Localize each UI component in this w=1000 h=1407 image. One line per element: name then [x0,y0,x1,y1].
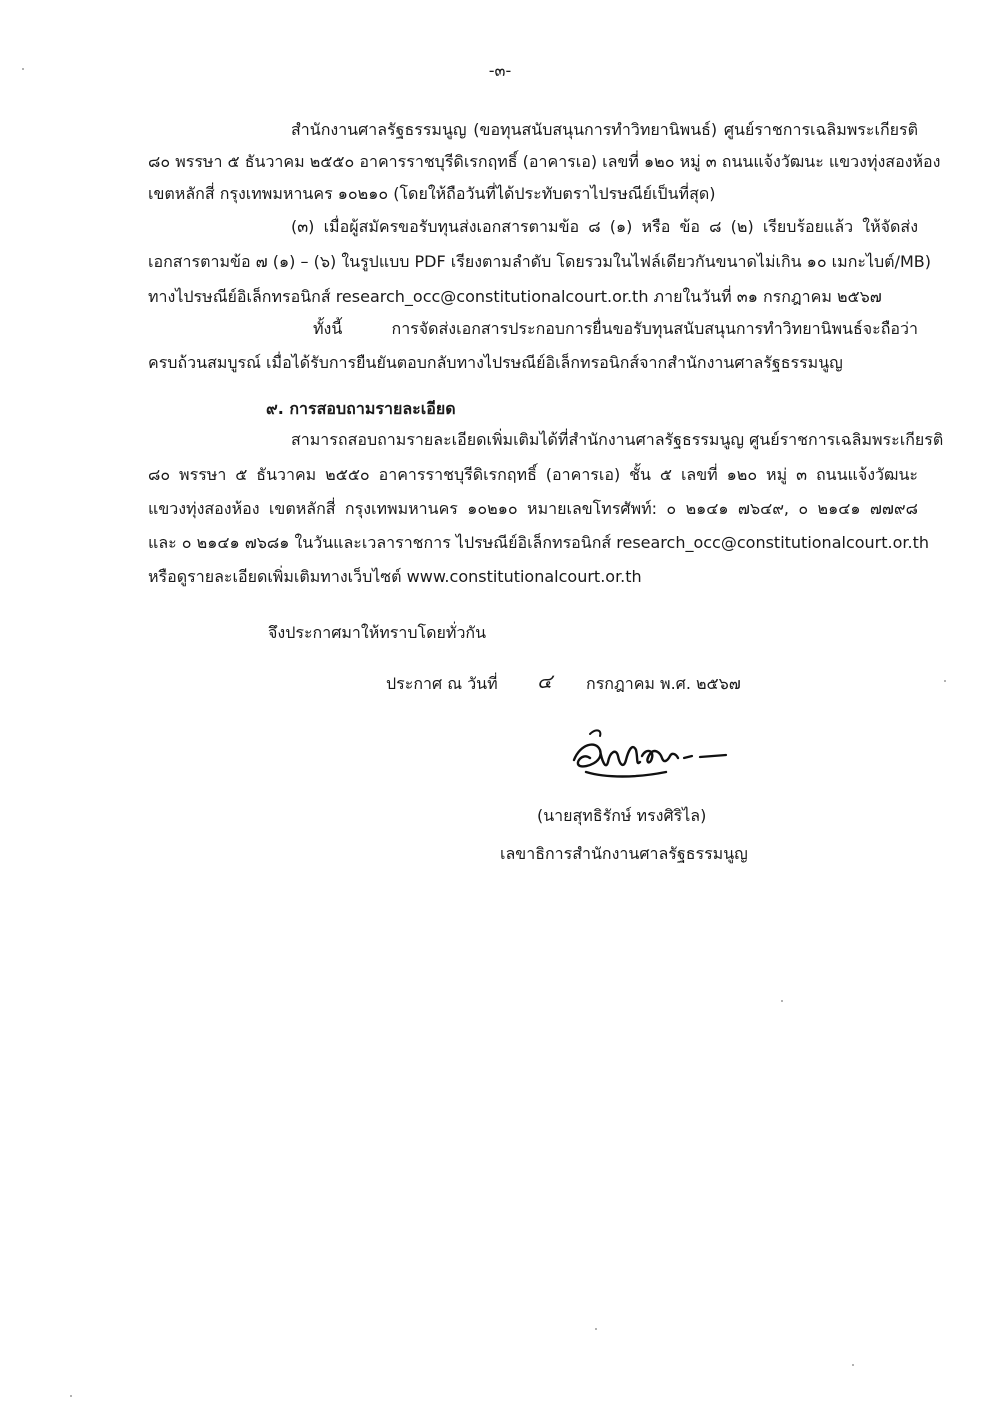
section9-line-2: ๘๐ พรรษา ๕ ธันวาคม ๒๕๕๐ อาคารราชบุรีดิเรกฤทธิ์ (อาคารเอ) ชั้น ๕ เลขที่ ๑๒๐ หมู่ ๓ ถนนแจ้งวัฒนะ [148,465,918,484]
scan-speck [22,68,24,70]
section9-line-1: สามารถสอบถามรายละเอียดเพิ่มเติมได้ที่สำนักงานศาลรัฐธรรมนูญ ศูนย์ราชการเฉลิมพระเกียรติ [291,430,944,449]
section9-line-3: แขวงทุ่งสองห้อง เขตหลักสี่ กรุงเทพมหานคร ๑๐๒๑๐ หมายเลขโทรศัพท์: ๐ ๒๑๔๑ ๗๖๔๙, ๐ ๒๑๔๑ ๗๗๙๘ [148,499,918,518]
page-number: -๓- [488,61,512,80]
scan-speck [781,1000,783,1002]
para3-line-2: ครบถ้วนสมบูรณ์ เมื่อได้รับการยืนยันตอบกลับทางไปรษณีย์อิเล็กทรอนิกส์จากสำนักงานศาลรัฐธรรมนูญ [148,353,843,372]
scan-speck [595,1328,597,1330]
scan-speck [944,680,946,682]
signer-name: (นายสุทธิรักษ์ ทรงศิริไล) [537,806,707,825]
announce-month-year: กรกฎาคม พ.ศ. ๒๕๖๗ [586,674,741,693]
para3-line-1: ทั้งนี้ การจัดส่งเอกสารประกอบการยื่นขอรับทุนสนับสนุนการทำวิทยานิพนธ์จะถือว่า [313,319,918,338]
signer-title: เลขาธิการสำนักงานศาลรัฐธรรมนูญ [500,844,748,863]
announce-prefix: ประกาศ ณ วันที่ [386,674,498,693]
para2-line-1: (๓) เมื่อผู้สมัครขอรับทุนส่งเอกสารตามข้อ ๘ (๑) หรือ ข้อ ๘ (๒) เรียบร้อยแล้ว ให้จัดส่ง [291,217,919,236]
para1-line-1: สำนักงานศาลรัฐธรรมนูญ (ขอทุนสนับสนุนการทำวิทยานิพนธ์) ศูนย์ราชการเฉลิมพระเกียรติ [291,120,918,139]
para1-line-2: ๘๐ พรรษา ๕ ธันวาคม ๒๕๕๐ อาคารราชบุรีดิเรกฤทธิ์ (อาคารเอ) เลขที่ ๑๒๐ หมู่ ๓ ถนนแจ้งวัฒนะ แขวงทุ่งสองห้อง [148,152,941,171]
para1-line-3: เขตหลักสี่ กรุงเทพมหานคร ๑๐๒๑๐ (โดยให้ถือวันที่ได้ประทับตราไปรษณีย์เป็นที่สุด) [148,184,716,203]
closing-statement: จึงประกาศมาให้ทราบโดยทั่วกัน [268,623,487,642]
announce-day: ๔ [537,669,553,693]
scan-speck [852,1364,854,1366]
para2-line-2: เอกสารตามข้อ ๗ (๑) – (๖) ในรูปแบบ PDF เรียงตามลำดับ โดยรวมในไฟล์เดียวกันขนาดไม่เกิน ๑๐ เมกะไบต์/MB) [148,252,931,271]
section9-line-4: และ ๐ ๒๑๔๑ ๗๖๘๑ ในวันและเวลาราชการ ไปรษณีย์อิเล็กทรอนิกส์ research_occ@constitutionalcourt.or.th [148,533,930,552]
handwritten-signature [566,722,736,792]
section9-heading: ๙. การสอบถามรายละเอียด [266,399,456,418]
section9-line-5: หรือดูรายละเอียดเพิ่มเติมทางเว็บไซต์ www.constitutionalcourt.or.th [148,567,642,586]
para2-line-3: ทางไปรษณีย์อิเล็กทรอนิกส์ research_occ@constitutionalcourt.or.th ภายในวันที่ ๓๑ กรกฎาคม ๒๕๖๗ [148,287,882,306]
scan-speck [70,1395,72,1397]
